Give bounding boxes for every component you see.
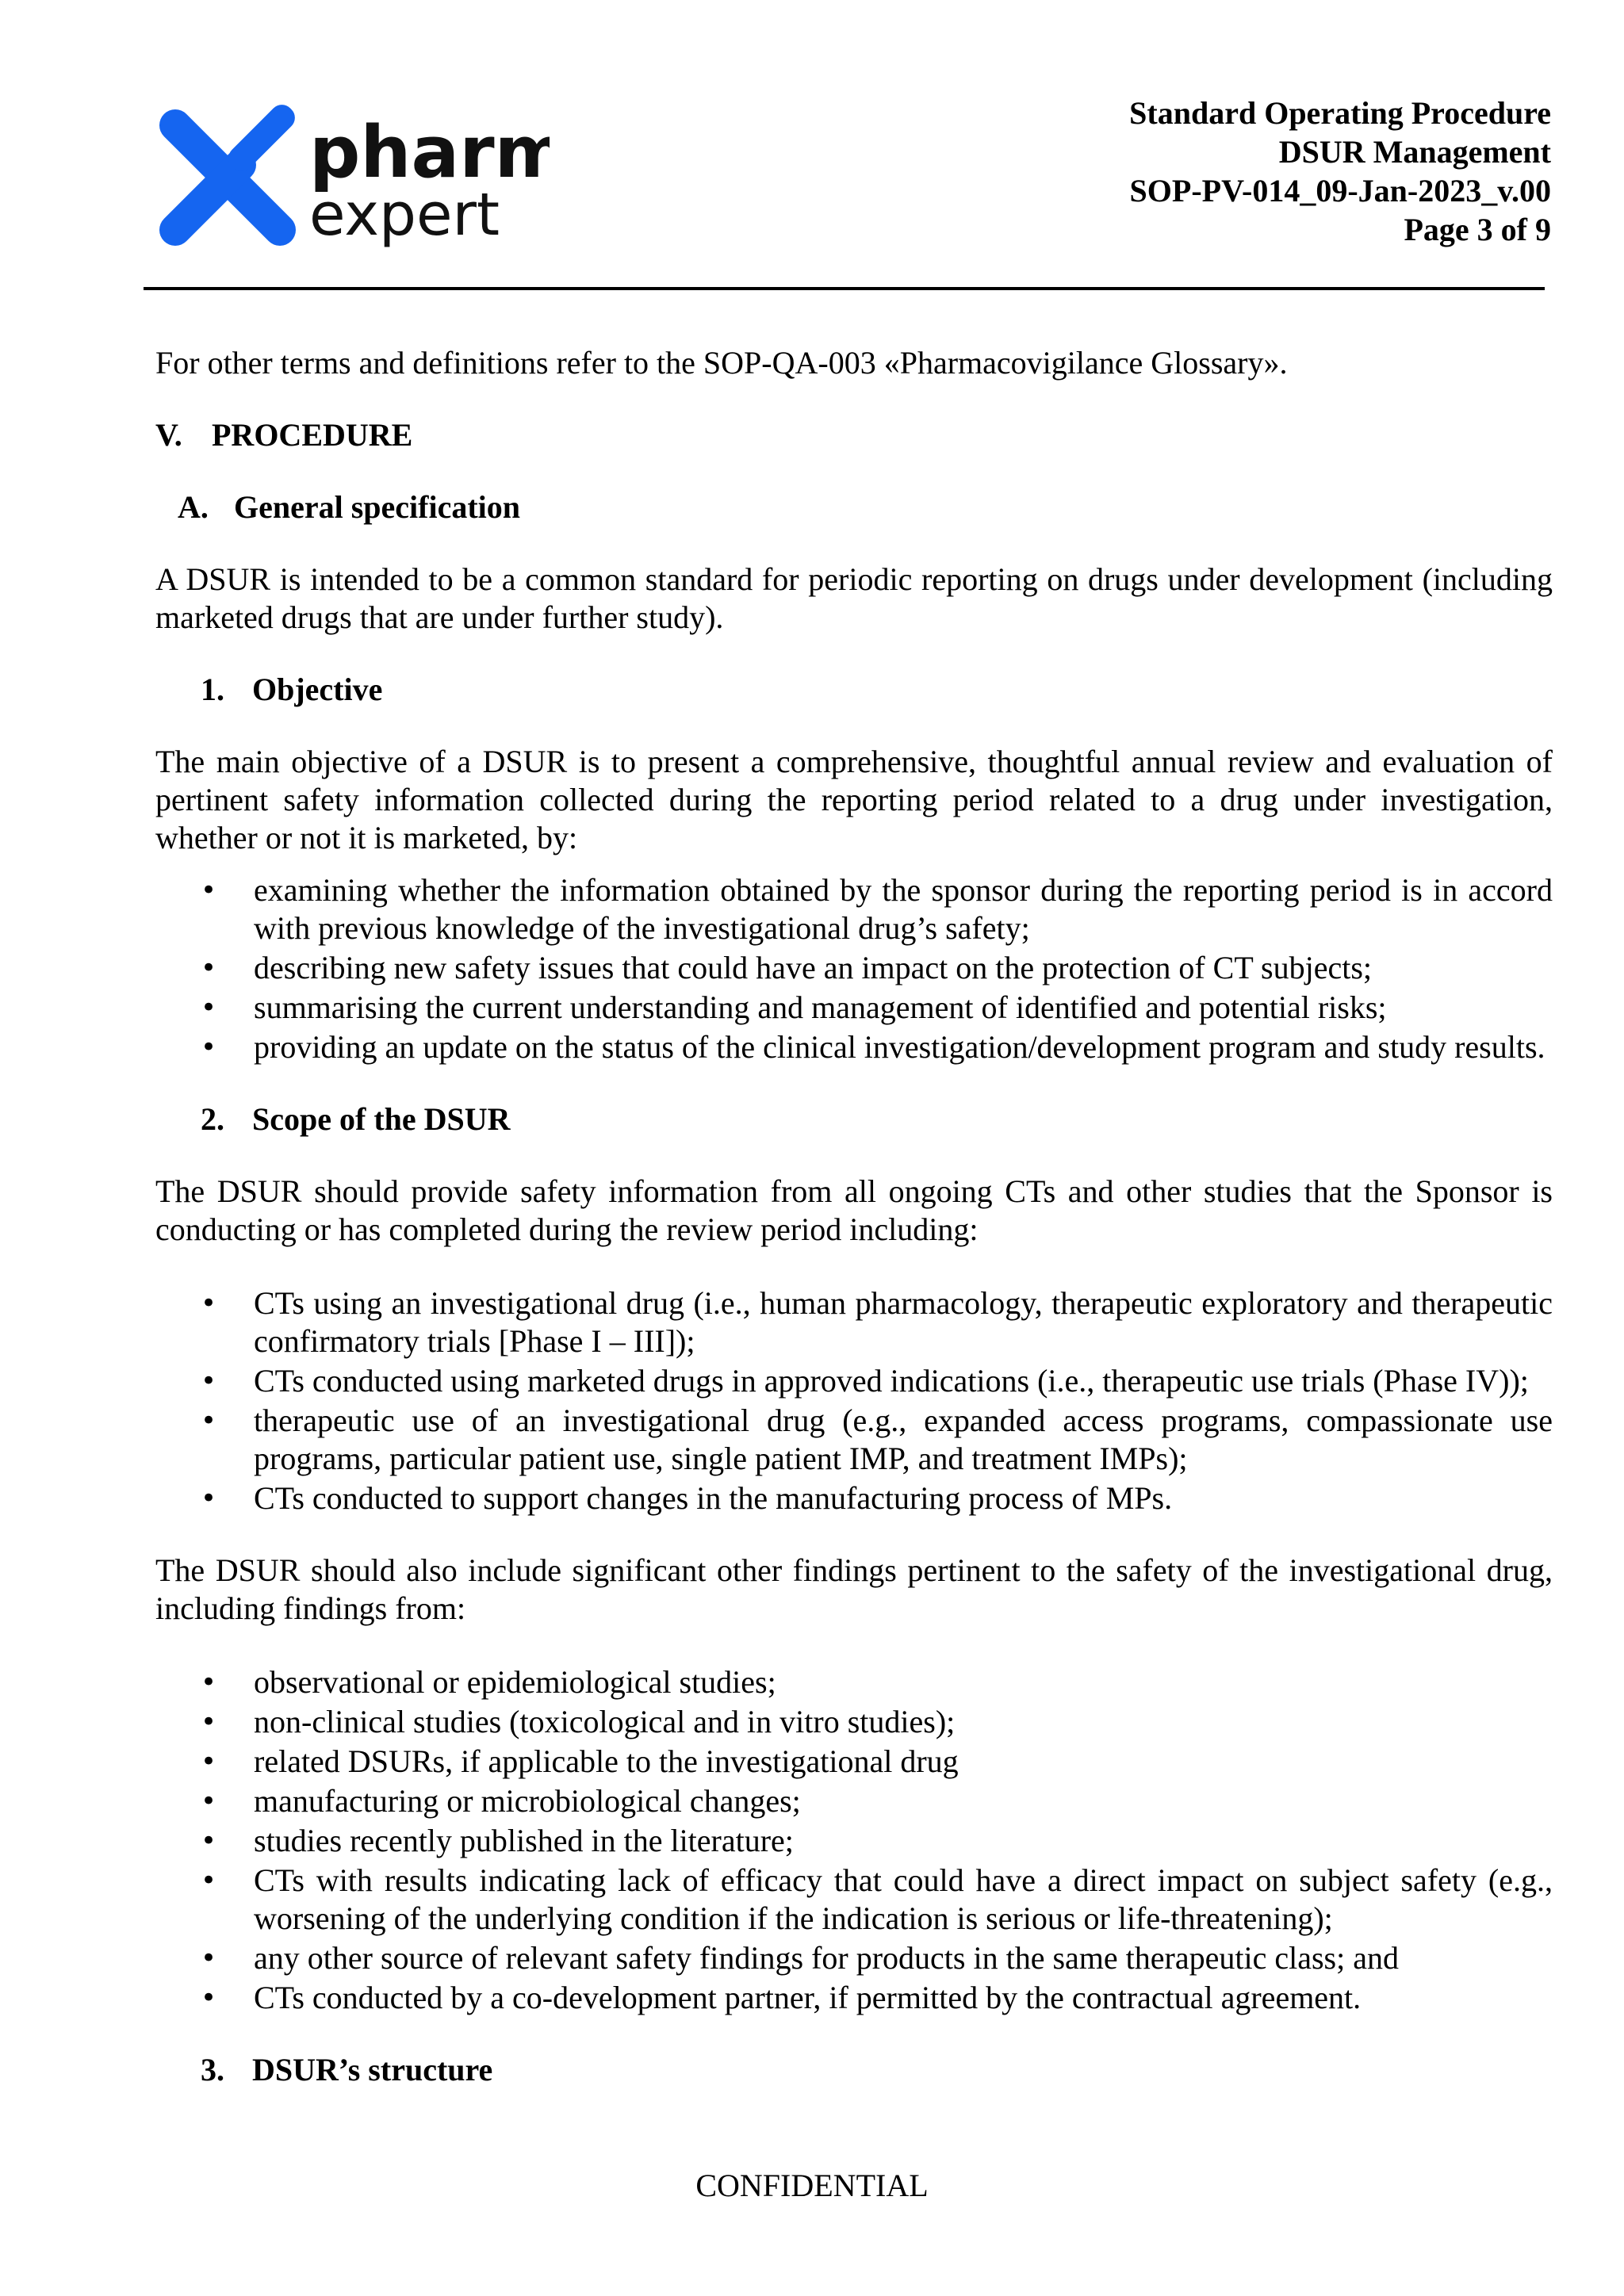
list-item: • CTs conducted using marketed drugs in approved indications (i.e., therapeutic use trials (Phase IV)); xyxy=(155,1362,1553,1400)
section-a-heading xyxy=(155,488,1553,526)
structure-title: DSUR’s structure xyxy=(252,2052,493,2087)
list-item: • CTs conducted by a co-development partner, if permitted by the contractual agreement. xyxy=(155,1979,1553,2017)
objective-number: 1. xyxy=(201,672,224,707)
scope-bullet-list-1 xyxy=(155,1284,1553,1517)
objective-paragraph: The main objective of a DSUR is to present a comprehensive, thoughtful annual review and evaluation of pertinent safety information collected during the reporting period related to a drug under investigation, whether or not it is marketed, by: xyxy=(155,744,1553,855)
section-v-heading xyxy=(155,416,1553,454)
header-title-line2: DSUR Management xyxy=(1278,134,1551,170)
list-item: • describing new safety issues that could have an impact on the protection of CT subjects; xyxy=(155,949,1553,987)
pharm-expert-logo-icon xyxy=(153,94,550,252)
header-divider xyxy=(144,287,1545,290)
list-item: • providing an update on the status of the clinical investigation/development program and study results. xyxy=(155,1028,1553,1066)
section-a-paragraph: A DSUR is intended to be a common standard for periodic reporting on drugs under development (including marketed drugs that are under further study). xyxy=(155,561,1553,635)
section-v-number: V. xyxy=(155,417,182,453)
header-doc-code: SOP-PV-014_09-Jan-2023_v.00 xyxy=(1129,173,1551,209)
section-a-number: A. xyxy=(178,489,209,525)
section-v-title: PROCEDURE xyxy=(212,417,413,453)
scope-paragraph-2: The DSUR should also include significant other findings pertinent to the safety of the investigational drug, including findings from: xyxy=(155,1552,1553,1626)
header-page-label: Page 3 of 9 xyxy=(1404,212,1551,247)
list-item: • CTs conducted to support changes in the manufacturing process of MPs. xyxy=(155,1479,1553,1517)
list-item: • any other source of relevant safety findings for products in the same therapeutic class; and xyxy=(155,1939,1553,1977)
svg-text:pharm: pharm xyxy=(309,111,550,194)
list-item: • non-clinical studies (toxicological and in vitro studies); xyxy=(155,1703,1553,1741)
document-header-info xyxy=(837,94,1551,249)
header-title-line1: Standard Operating Procedure xyxy=(1129,95,1551,131)
structure-heading xyxy=(155,2051,1553,2089)
objective-heading xyxy=(155,671,1553,709)
list-item: • summarising the current understanding and management of identified and potential risks; xyxy=(155,989,1553,1027)
svg-text:expert: expert xyxy=(309,181,500,249)
list-item: • related DSURs, if applicable to the investigational drug xyxy=(155,1743,1553,1781)
scope-bullet-list-2 xyxy=(155,1663,1553,2017)
company-logo xyxy=(153,94,550,252)
scope-heading xyxy=(155,1100,1553,1138)
intro-paragraph: For other terms and definitions refer to the SOP-QA-003 «Pharmacovigilance Glossary». xyxy=(155,345,1288,381)
confidential-footer: CONFIDENTIAL xyxy=(695,2168,929,2203)
objective-title: Objective xyxy=(252,672,383,707)
list-item: • CTs with results indicating lack of efficacy that could have a direct impact on subject safety (e.g., worsening of the underlying condition if the indication is serious or life-threatening); xyxy=(155,1862,1553,1938)
structure-number: 3. xyxy=(201,2052,224,2087)
scope-title: Scope of the DSUR xyxy=(252,1101,511,1137)
scope-paragraph-1: The DSUR should provide safety information from all ongoing CTs and other studies that the Sponsor is conducting or has completed during the review period including: xyxy=(155,1173,1553,1247)
list-item: • CTs using an investigational drug (i.e., human pharmacology, therapeutic exploratory and therapeutic confirmatory trials [Phase I – III]); xyxy=(155,1284,1553,1360)
section-a-title: General specification xyxy=(234,489,521,525)
list-item: • observational or epidemiological studies; xyxy=(155,1663,1553,1701)
scope-number: 2. xyxy=(201,1101,224,1137)
list-item: • examining whether the information obtained by the sponsor during the reporting period is in accord with previous knowledge of the investigational drug’s safety; xyxy=(155,871,1553,947)
list-item: • therapeutic use of an investigational drug (e.g., expanded access programs, compassionate use programs, particular patient use, single patient IMP, and treatment IMPs); xyxy=(155,1402,1553,1478)
list-item: • manufacturing or microbiological changes; xyxy=(155,1782,1553,1820)
objective-bullet-list xyxy=(155,871,1553,1066)
document-body xyxy=(155,344,1553,2089)
list-item: • studies recently published in the literature; xyxy=(155,1822,1553,1860)
